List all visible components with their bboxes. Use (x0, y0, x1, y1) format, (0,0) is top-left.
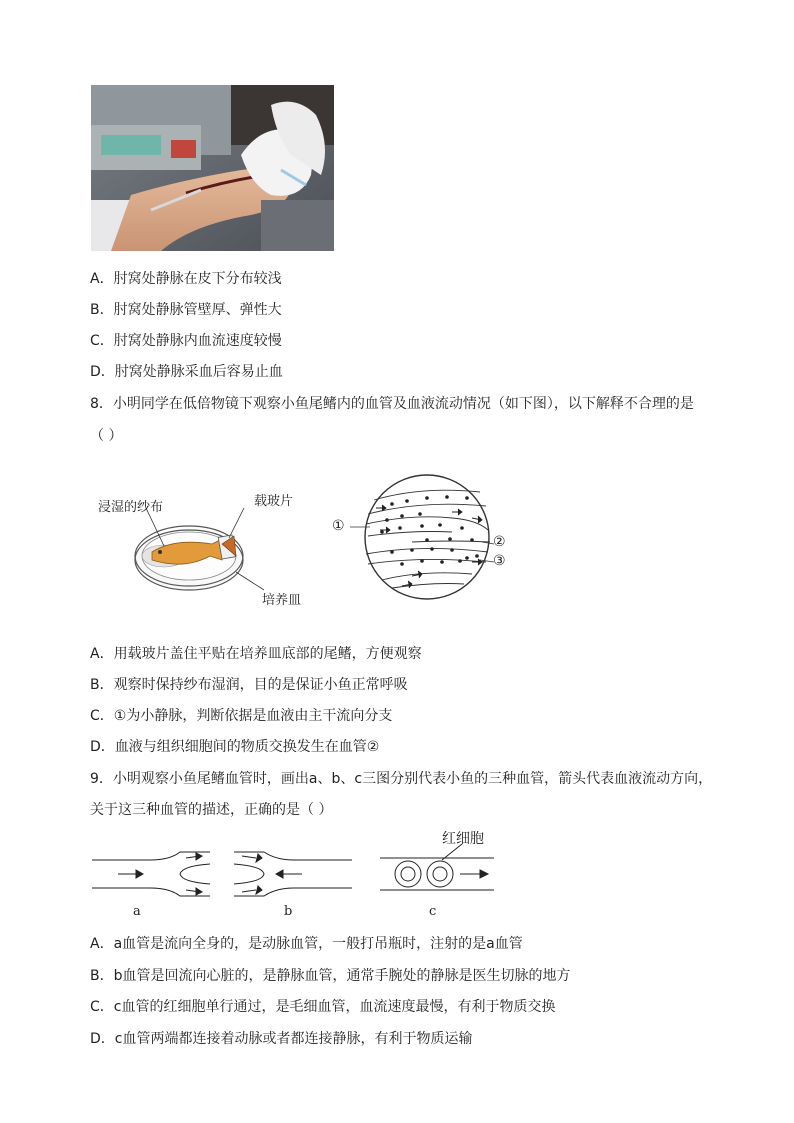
label-b: b (284, 904, 293, 919)
marker-3: ③ (493, 553, 506, 569)
q9-option-d: D．c血管两端都连接着动脉或者都连接静脉，有利于物质运输 (90, 1031, 473, 1047)
label-petri-dish: 培养皿 (262, 593, 302, 608)
marker-1: ① (332, 518, 345, 534)
q7-option-a: A．肘窝处静脉在皮下分布较浅 (90, 271, 282, 287)
q8-microscope-view (332, 470, 512, 605)
q9-option-b: B．b血管是回流向心脏的，是静脉血管，通常手腕处的静脉是医生切脉的地方 (90, 968, 571, 984)
q9-vessels-figure (90, 826, 510, 926)
q8-option-c: C．①为小静脉，判断依据是血液由主干流向分支 (90, 708, 393, 724)
label-c: c (429, 904, 437, 919)
q7-option-b: B．肘窝处静脉管壁厚、弹性大 (90, 302, 282, 318)
label-red-blood-cell: 红细胞 (442, 831, 484, 847)
q8-option-a: A．用载玻片盖住平贴在培养皿底部的尾鳍，方便观察 (90, 646, 422, 662)
q9-stem-line1: 9．小明观察小鱼尾鳍血管时，画出a、b、c三图分别代表小鱼的三种血管，箭头代表血液流动方向， (90, 771, 713, 787)
q8-stem-line2: （ ） (90, 428, 123, 444)
q8-option-b: B．观察时保持纱布湿润，目的是保证小鱼正常呼吸 (90, 677, 408, 693)
q9-stem-line2: 关于这三种血管的描述，正确的是（ ） (90, 802, 333, 818)
q7-option-d: D．肘窝处静脉采血后容易止血 (90, 364, 283, 380)
label-moist-gauze: 浸湿的纱布 (98, 500, 164, 515)
label-a: a (133, 904, 141, 919)
q9-option-a: A．a血管是流向全身的，是动脉血管，一般打吊瓶时，注射的是a血管 (90, 936, 523, 952)
blood-draw-photo (91, 85, 334, 251)
q9-option-c: C．c血管的红细胞单行通过，是毛细血管，血流速度最慢，有利于物质交换 (90, 999, 556, 1015)
q7-option-c: C．肘窝处静脉内血流速度较慢 (90, 333, 282, 349)
label-slide: 载玻片 (254, 494, 294, 509)
marker-2: ② (493, 534, 506, 550)
q8-option-d: D．血液与组织细胞间的物质交换发生在血管② (90, 739, 380, 755)
q8-petri-dish-figure (94, 486, 324, 611)
microscope-field-drawing (332, 470, 512, 605)
q8-stem-line1: 8．小明同学在低倍物镜下观察小鱼尾鳍内的血管及血液流动情况（如下图），以下解释不合理的是 (90, 396, 694, 412)
